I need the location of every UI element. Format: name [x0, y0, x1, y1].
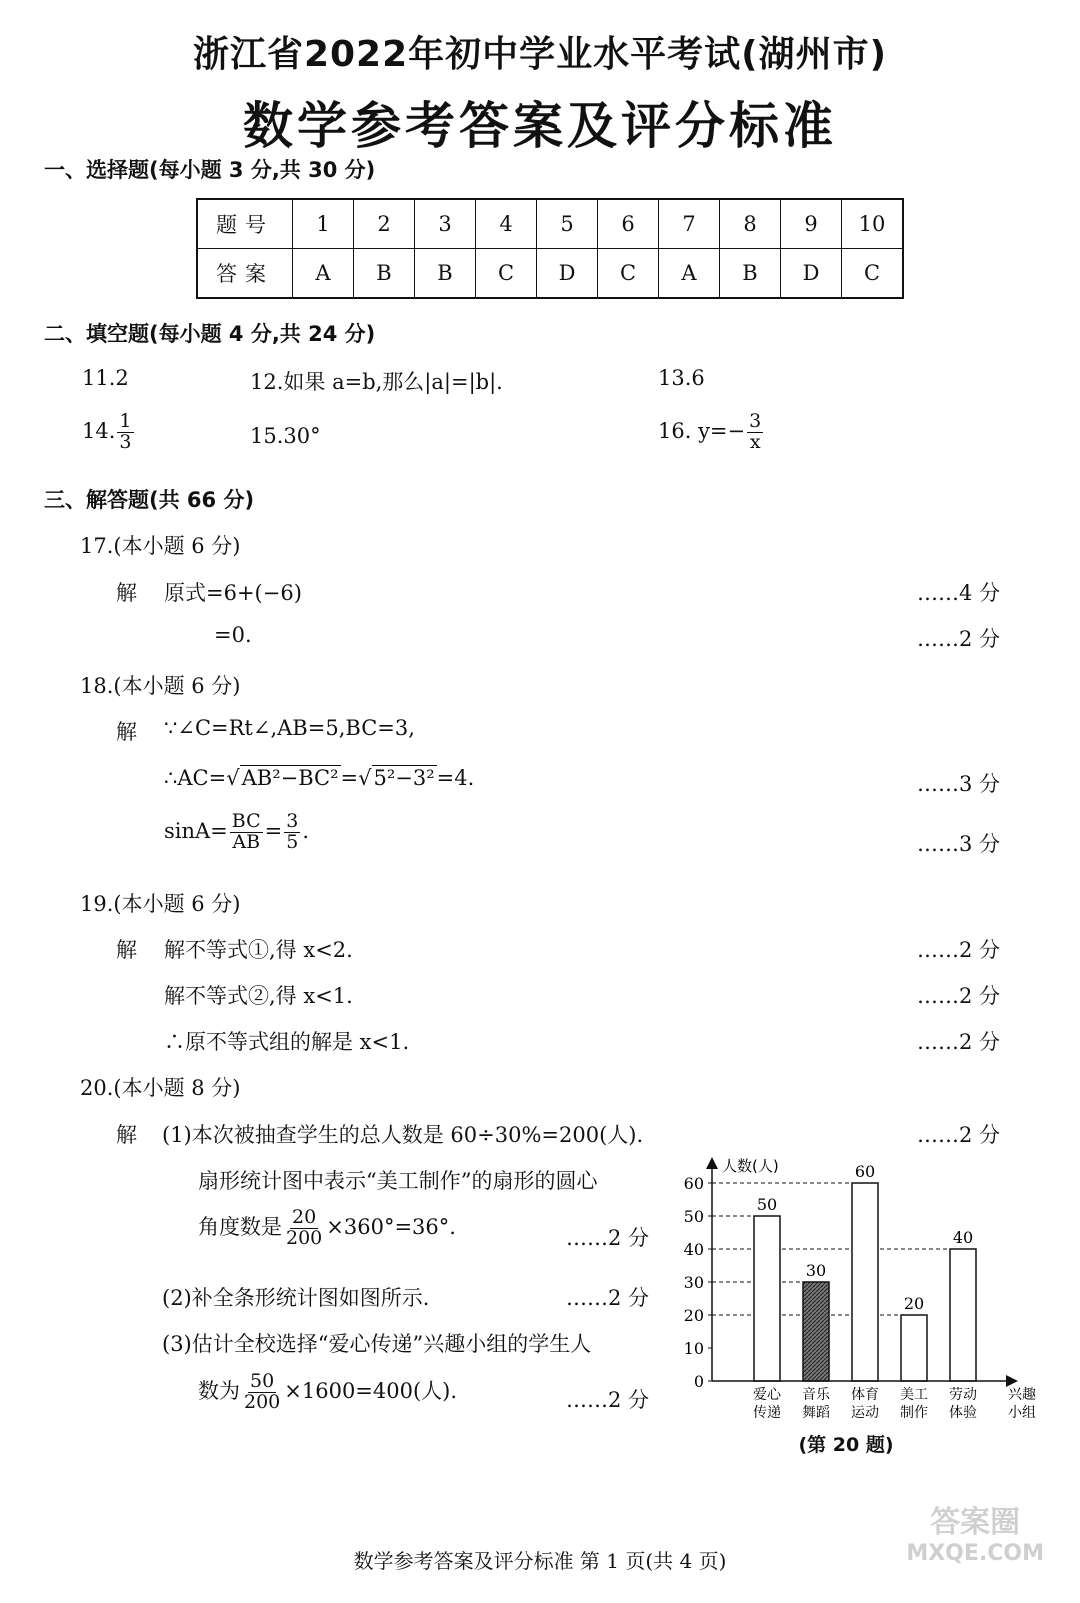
category-label: 舞蹈: [802, 1405, 830, 1421]
table-cell: B: [415, 249, 476, 299]
row-label: 答案: [197, 249, 293, 299]
fraction: [284, 812, 300, 853]
bar-value-label: 60: [854, 1162, 876, 1181]
category-label: 体育: [851, 1387, 879, 1403]
q17-score2: ……2 分: [916, 627, 1000, 651]
q20-line5: (3)估计全校选择“爱心传递”兴趣小组的学生人: [162, 1332, 592, 1356]
q20-score6: ……2 分: [566, 1388, 650, 1412]
answer-13: 13.6: [658, 366, 705, 390]
table-cell: B: [720, 249, 781, 299]
table-cell: 8: [720, 199, 781, 249]
denominator: 200: [286, 1226, 323, 1249]
category-label: 制作: [900, 1405, 928, 1421]
solution-label: 解: [116, 581, 137, 605]
q20-line4: (2)补全条形统计图如图所示.: [162, 1286, 430, 1310]
numerator: 50: [250, 1370, 275, 1392]
answer-12: 12.如果 a=b,那么|a|=|b|.: [250, 370, 503, 394]
table-cell: 7: [659, 199, 720, 249]
answer-14: [82, 412, 136, 453]
q19-line1: 解不等式①,得 x<2.: [164, 938, 353, 962]
q17-line2: =0.: [214, 623, 252, 647]
chart-bars: [754, 1183, 976, 1381]
y-tick-label: 0: [693, 1372, 704, 1391]
page-footer: 数学参考答案及评分标准 第 1 页(共 4 页): [353, 1549, 727, 1573]
radicand: 5²−3²: [373, 766, 435, 790]
q17-line1: 原式=6+(−6): [164, 581, 302, 605]
solution-label: 解: [116, 720, 137, 744]
category-label: 运动: [851, 1405, 879, 1421]
table-cell: 2: [354, 199, 415, 249]
row-label: 题号: [197, 199, 293, 249]
fraction: [242, 1372, 282, 1413]
q19-score1: ……2 分: [916, 938, 1000, 962]
q19-heading: 19.(本小题 6 分): [80, 892, 241, 916]
q20-score1: ……2 分: [916, 1123, 1000, 1147]
answer-15: 15.30°: [250, 424, 321, 448]
y-axis-label: 人数(人): [722, 1157, 779, 1175]
bar-value-label: 50: [756, 1195, 778, 1214]
q18-score2: ……3 分: [916, 772, 1000, 796]
q18-heading: 18.(本小题 6 分): [80, 674, 241, 698]
bar: [950, 1249, 976, 1381]
denominator: 200: [244, 1390, 281, 1413]
table-cell: 4: [476, 199, 537, 249]
denominator: x: [749, 430, 761, 453]
radicand: AB²−BC²: [241, 766, 339, 790]
table-cell: C: [476, 249, 537, 299]
q17-heading: 17.(本小题 6 分): [80, 534, 241, 558]
table-cell: C: [842, 249, 904, 299]
watermark-logo: [906, 1505, 1044, 1567]
table-cell: C: [598, 249, 659, 299]
denominator: AB: [232, 830, 261, 853]
y-tick-label: 40: [683, 1240, 704, 1259]
expr-part: 数为: [198, 1378, 240, 1403]
watermark-line2: MXQE.COM: [906, 1541, 1044, 1566]
table-cell: B: [354, 249, 415, 299]
numerator: BC: [231, 810, 261, 832]
denominator: 5: [286, 830, 299, 853]
expr-part: .: [302, 818, 310, 843]
y-tick-label: 10: [683, 1339, 704, 1358]
category-label: 美工: [900, 1387, 928, 1403]
bar: [901, 1315, 927, 1381]
q19-line2: 解不等式②,得 x<1.: [164, 984, 353, 1008]
table-cell: 1: [293, 199, 354, 249]
denominator: 3: [119, 430, 132, 453]
section2-title: 二、填空题(每小题 4 分,共 24 分): [44, 322, 376, 346]
watermark-line1: 答案圈: [930, 1505, 1021, 1540]
x-axis-label: 小组: [1008, 1405, 1036, 1421]
q20-line3: [198, 1208, 456, 1249]
bar: [803, 1282, 829, 1381]
section3-title: 三、解答题(共 66 分): [44, 488, 255, 512]
category-label: 劳动: [949, 1387, 977, 1403]
expr-part: ×360°=36°.: [326, 1214, 456, 1239]
solution-label: 解: [116, 1123, 137, 1147]
bar: [852, 1183, 878, 1381]
y-tick-label: 60: [683, 1174, 704, 1193]
y-tick-label: 20: [683, 1306, 704, 1325]
bar-value-label: 40: [952, 1228, 974, 1247]
doc-subtitle: 数学参考答案及评分标准: [243, 97, 837, 155]
chart-caption: (第 20 题): [798, 1434, 894, 1456]
table-cell: A: [293, 249, 354, 299]
table-cell: 3: [415, 199, 476, 249]
bar-value-label: 30: [805, 1261, 827, 1280]
answer-16-prefix: 16. y=−: [658, 418, 746, 443]
expr-part: =4.: [436, 766, 475, 790]
numerator: 20: [292, 1206, 317, 1228]
x-axis-label: 兴趣: [1008, 1387, 1036, 1403]
q19-line3: ∴原不等式组的解是 x<1.: [164, 1030, 410, 1054]
table-row: [197, 249, 903, 299]
table-cell: D: [537, 249, 598, 299]
q18-line1: ∵∠C=Rt∠,AB=5,BC=3,: [164, 716, 415, 740]
q20-line6: [198, 1372, 457, 1413]
answer-11: 11.2: [82, 366, 129, 390]
expr-part: =: [264, 818, 283, 843]
q19-score2: ……2 分: [916, 984, 1000, 1008]
table-cell: 9: [781, 199, 842, 249]
q18-line3: [164, 812, 309, 853]
fraction: [117, 412, 133, 453]
answer-16: [658, 412, 765, 453]
fraction: [747, 412, 763, 453]
numerator: 3: [749, 410, 762, 432]
category-label: 体验: [949, 1405, 977, 1421]
q20-line2: 扇形统计图中表示“美工制作”的扇形的圆心: [198, 1169, 598, 1193]
numerator: 1: [119, 410, 132, 432]
category-label: 音乐: [802, 1387, 830, 1403]
bar: [754, 1216, 780, 1381]
numerator: 3: [286, 810, 299, 832]
bar-chart: [676, 1156, 1036, 1456]
q17-score1: ……4 分: [916, 581, 1000, 605]
fraction: [230, 812, 263, 853]
fraction: [284, 1208, 324, 1249]
category-label: 爱心: [753, 1387, 781, 1403]
table-cell: D: [781, 249, 842, 299]
q20-score3: ……2 分: [566, 1226, 650, 1250]
y-tick-label: 50: [683, 1207, 704, 1226]
q20-score4: ……2 分: [566, 1286, 650, 1310]
q20-heading: 20.(本小题 8 分): [80, 1076, 241, 1100]
table-cell: 10: [842, 199, 904, 249]
q19-score3: ……2 分: [916, 1030, 1000, 1054]
solution-label: 解: [116, 938, 137, 962]
table-cell: A: [659, 249, 720, 299]
section1-title: 一、选择题(每小题 3 分,共 30 分): [44, 158, 376, 182]
table-cell: 6: [598, 199, 659, 249]
table-row: [197, 199, 903, 249]
q18-score3: ……3 分: [916, 832, 1000, 856]
bar-value-label: 20: [903, 1294, 925, 1313]
answer-14-prefix: 14.: [82, 418, 116, 443]
chart-gridlines: [712, 1183, 976, 1315]
expr-part: =: [340, 766, 359, 790]
category-label: 传递: [753, 1405, 781, 1421]
q20-line1: (1)本次被抽查学生的总人数是 60÷30%=200(人).: [162, 1123, 644, 1147]
answer-table: [196, 198, 904, 299]
expr-part: ×1600=400(人).: [284, 1378, 458, 1403]
q18-line2: ∴AC=√AB²−BC²=√5²−3²=4.: [164, 766, 475, 790]
expr-part: sinA=: [164, 818, 228, 843]
y-tick-label: 30: [683, 1273, 704, 1292]
table-cell: 5: [537, 199, 598, 249]
exam-title: 浙江省2022年初中学业水平考试(湖州市): [192, 34, 888, 75]
expr-part: 角度数是: [198, 1214, 282, 1239]
expr-part: ∴AC=: [164, 766, 227, 790]
